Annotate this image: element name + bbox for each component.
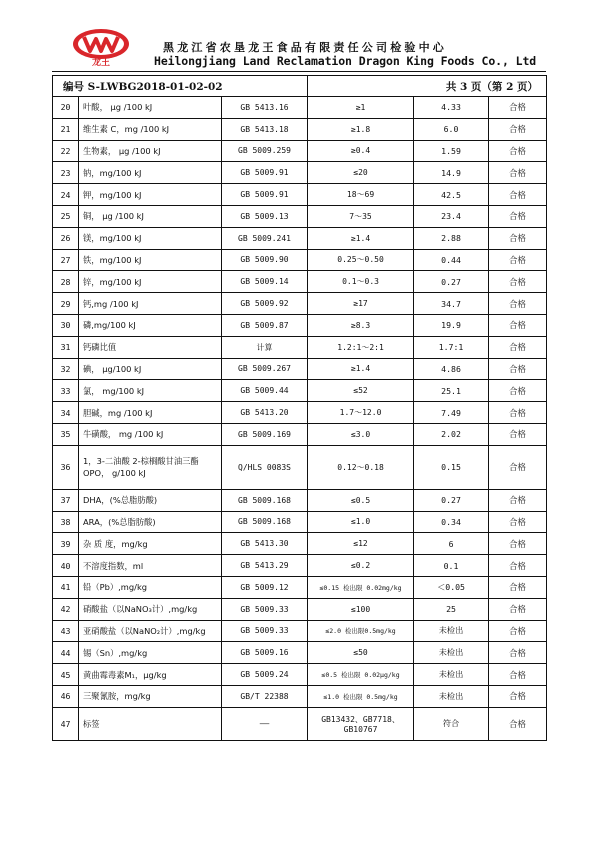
- row-number: 34: [53, 402, 79, 424]
- standard-requirement: ≤0.5: [308, 489, 414, 511]
- test-item: 钙磷比值: [79, 336, 222, 358]
- row-number: 31: [53, 336, 79, 358]
- conclusion: 合格: [489, 533, 547, 555]
- standard-requirement: 18～69: [308, 184, 414, 206]
- test-result: 0.27: [414, 489, 489, 511]
- conclusion: 合格: [489, 271, 547, 293]
- conclusion: 合格: [489, 707, 547, 740]
- table-row: [53, 555, 547, 577]
- row-number: 47: [53, 707, 79, 740]
- test-method: GB 5009.91: [222, 184, 308, 206]
- company-name-cn: 黑龙江省农垦龙王食品有限责任公司检验中心: [163, 41, 447, 54]
- test-item: 氯， mg/100 kJ: [79, 380, 222, 402]
- test-method: GB 5009.91: [222, 162, 308, 184]
- standard-requirement: ≤50: [308, 642, 414, 664]
- row-number: 40: [53, 555, 79, 577]
- test-method: GB 5009.12: [222, 576, 308, 598]
- standard-requirement: ≤2.0 检出限0.5mg/kg: [308, 620, 414, 642]
- row-number: 23: [53, 162, 79, 184]
- test-method: GB 5009.13: [222, 205, 308, 227]
- test-result: 4.33: [414, 97, 489, 119]
- conclusion: 合格: [489, 97, 547, 119]
- row-number: 44: [53, 642, 79, 664]
- test-method: GB 5009.14: [222, 271, 308, 293]
- table-row: [53, 489, 547, 511]
- row-number: 41: [53, 576, 79, 598]
- standard-requirement: ≥1.4: [308, 227, 414, 249]
- test-result: 6: [414, 533, 489, 555]
- test-result: 1.7:1: [414, 336, 489, 358]
- standard-requirement: ≤0.5 检出限 0.02μg/kg: [308, 664, 414, 686]
- row-number: 30: [53, 314, 79, 336]
- test-item: 铜， μg /100 kJ: [79, 205, 222, 227]
- test-item: 胆碱，mg /100 kJ: [79, 402, 222, 424]
- test-result: 符合: [414, 707, 489, 740]
- conclusion: 合格: [489, 598, 547, 620]
- standard-requirement: ≤1.0: [308, 511, 414, 533]
- table-row: [53, 184, 547, 206]
- test-method: GB 5413.16: [222, 97, 308, 119]
- test-method: GB 5009.92: [222, 293, 308, 315]
- report-header-row: [53, 76, 547, 97]
- test-method: GB 5009.169: [222, 423, 308, 445]
- table-row: [53, 249, 547, 271]
- test-result: 0.27: [414, 271, 489, 293]
- test-results-table: [52, 75, 547, 741]
- standard-requirement: ≥1.8: [308, 118, 414, 140]
- conclusion: 合格: [489, 140, 547, 162]
- row-number: 22: [53, 140, 79, 162]
- test-result: 0.1: [414, 555, 489, 577]
- row-number: 20: [53, 97, 79, 119]
- conclusion: 合格: [489, 184, 547, 206]
- standard-requirement: ≤1.0 检出限 0.5mg/kg: [308, 685, 414, 707]
- row-number: 33: [53, 380, 79, 402]
- company-logo: [70, 27, 132, 67]
- standard-requirement: ≤12: [308, 533, 414, 555]
- conclusion: 合格: [489, 555, 547, 577]
- test-method: 计算: [222, 336, 308, 358]
- conclusion: 合格: [489, 227, 547, 249]
- conclusion: 合格: [489, 293, 547, 315]
- table-row: [53, 533, 547, 555]
- test-result: 19.9: [414, 314, 489, 336]
- header-divider: [52, 71, 546, 72]
- test-method: GB 5413.18: [222, 118, 308, 140]
- test-item: 磷,mg/100 kJ: [79, 314, 222, 336]
- conclusion: 合格: [489, 205, 547, 227]
- standard-requirement: ≤3.0: [308, 423, 414, 445]
- conclusion: 合格: [489, 249, 547, 271]
- test-result: 25.1: [414, 380, 489, 402]
- row-number: 24: [53, 184, 79, 206]
- table-row: [53, 97, 547, 119]
- test-result: 0.44: [414, 249, 489, 271]
- test-method: GB 5009.44: [222, 380, 308, 402]
- row-number: 35: [53, 423, 79, 445]
- test-result: 23.4: [414, 205, 489, 227]
- table-row: [53, 511, 547, 533]
- test-method: GB 5009.33: [222, 598, 308, 620]
- row-number: 25: [53, 205, 79, 227]
- test-result: 4.86: [414, 358, 489, 380]
- table-row: [53, 380, 547, 402]
- table-row: [53, 336, 547, 358]
- standard-requirement: ≤20: [308, 162, 414, 184]
- test-result: 7.49: [414, 402, 489, 424]
- test-item: 三聚氰胺，mg/kg: [79, 685, 222, 707]
- row-number: 37: [53, 489, 79, 511]
- test-method: GB 5009.90: [222, 249, 308, 271]
- table-row: [53, 314, 547, 336]
- test-method: ——: [222, 707, 308, 740]
- test-result: 25: [414, 598, 489, 620]
- test-result: 6.0: [414, 118, 489, 140]
- page-count: 共 3 页（第 2 页）: [308, 76, 547, 97]
- standard-requirement: ≥17: [308, 293, 414, 315]
- test-item: 杂 质 度，mg/kg: [79, 533, 222, 555]
- test-item: 牛磺酸， mg /100 kJ: [79, 423, 222, 445]
- test-item: ARA，(%总脂肪酸): [79, 511, 222, 533]
- test-result: 0.15: [414, 445, 489, 489]
- conclusion: 合格: [489, 445, 547, 489]
- row-number: 45: [53, 664, 79, 686]
- table-row: [53, 423, 547, 445]
- table-row: [53, 358, 547, 380]
- standard-requirement: GB13432、GB7718、GB10767: [308, 707, 414, 740]
- test-method: GB 5009.24: [222, 664, 308, 686]
- test-item: 标签: [79, 707, 222, 740]
- conclusion: 合格: [489, 423, 547, 445]
- standard-requirement: ≥0.4: [308, 140, 414, 162]
- test-item: 铁，mg/100 kJ: [79, 249, 222, 271]
- test-item: 钾，mg/100 kJ: [79, 184, 222, 206]
- test-method: GB 5009.16: [222, 642, 308, 664]
- test-result: ＜0.05: [414, 576, 489, 598]
- table-row: [53, 402, 547, 424]
- test-item: 锌，mg/100 kJ: [79, 271, 222, 293]
- standard-requirement: 0.12～0.18: [308, 445, 414, 489]
- standard-requirement: 0.25～0.50: [308, 249, 414, 271]
- conclusion: 合格: [489, 118, 547, 140]
- test-method: GB 5009.87: [222, 314, 308, 336]
- test-item: 亚硝酸盐（以NaNO₂计）,mg/kg: [79, 620, 222, 642]
- standard-requirement: ≥1.4: [308, 358, 414, 380]
- test-item: 钙,mg /100 kJ: [79, 293, 222, 315]
- conclusion: 合格: [489, 664, 547, 686]
- standard-requirement: ≥1: [308, 97, 414, 119]
- test-item: 不溶度指数，ml: [79, 555, 222, 577]
- test-result: 未检出: [414, 664, 489, 686]
- row-number: 21: [53, 118, 79, 140]
- conclusion: 合格: [489, 314, 547, 336]
- row-number: 36: [53, 445, 79, 489]
- standard-requirement: ≤0.2: [308, 555, 414, 577]
- table-row: [53, 271, 547, 293]
- conclusion: 合格: [489, 380, 547, 402]
- report-number: 编号 S-LWBG2018-01-02-02: [53, 76, 308, 97]
- row-number: 28: [53, 271, 79, 293]
- conclusion: 合格: [489, 511, 547, 533]
- table-row: [53, 664, 547, 686]
- test-method: GB/T 22388: [222, 685, 308, 707]
- standard-requirement: 1.7～12.0: [308, 402, 414, 424]
- conclusion: 合格: [489, 336, 547, 358]
- test-result: 0.34: [414, 511, 489, 533]
- test-item: 镁，mg/100 kJ: [79, 227, 222, 249]
- table-row: [53, 707, 547, 740]
- test-item: 黄曲霉毒素M₁，μg/kg: [79, 664, 222, 686]
- test-method: GB 5413.30: [222, 533, 308, 555]
- test-method: GB 5009.267: [222, 358, 308, 380]
- table-row: [53, 576, 547, 598]
- standard-requirement: 0.1～0.3: [308, 271, 414, 293]
- logo-text: 龙王: [91, 58, 111, 67]
- row-number: 39: [53, 533, 79, 555]
- row-number: 27: [53, 249, 79, 271]
- test-item: 铅（Pb）,mg/kg: [79, 576, 222, 598]
- conclusion: 合格: [489, 162, 547, 184]
- test-result: 42.5: [414, 184, 489, 206]
- test-result: 1.59: [414, 140, 489, 162]
- table-row: [53, 140, 547, 162]
- table-row: [53, 293, 547, 315]
- test-method: GB 5009.259: [222, 140, 308, 162]
- table-row: [53, 118, 547, 140]
- company-name-en: Heilongjiang Land Reclamation Dragon King Foods Co., Ltd: [154, 54, 537, 68]
- test-item: 锡（Sn）,mg/kg: [79, 642, 222, 664]
- row-number: 26: [53, 227, 79, 249]
- conclusion: 合格: [489, 642, 547, 664]
- test-item: 叶酸， μg /100 kJ: [79, 97, 222, 119]
- standard-requirement: 1.2:1～2:1: [308, 336, 414, 358]
- row-number: 46: [53, 685, 79, 707]
- test-item: 钠，mg/100 kJ: [79, 162, 222, 184]
- test-item: 碘， μg/100 kJ: [79, 358, 222, 380]
- row-number: 42: [53, 598, 79, 620]
- conclusion: 合格: [489, 620, 547, 642]
- row-number: 43: [53, 620, 79, 642]
- test-result: 未检出: [414, 620, 489, 642]
- table-row: [53, 162, 547, 184]
- test-item: 维生素 C，mg /100 kJ: [79, 118, 222, 140]
- table-row: [53, 642, 547, 664]
- standard-requirement: ≤100: [308, 598, 414, 620]
- row-number: 32: [53, 358, 79, 380]
- row-number: 38: [53, 511, 79, 533]
- test-item: DHA，(%总脂肪酸): [79, 489, 222, 511]
- conclusion: 合格: [489, 576, 547, 598]
- table-row: [53, 445, 547, 489]
- standard-requirement: ≤52: [308, 380, 414, 402]
- table-row: [53, 205, 547, 227]
- conclusion: 合格: [489, 402, 547, 424]
- conclusion: 合格: [489, 685, 547, 707]
- test-result: 未检出: [414, 642, 489, 664]
- test-method: Q/HLS 0083S: [222, 445, 308, 489]
- test-method: GB 5009.168: [222, 489, 308, 511]
- test-item: 1，3-二油酸 2-棕榈酸甘油三酯 OPO， g/100 kJ: [79, 445, 222, 489]
- test-method: GB 5009.33: [222, 620, 308, 642]
- table-row: [53, 685, 547, 707]
- table-row: [53, 227, 547, 249]
- test-method: GB 5009.241: [222, 227, 308, 249]
- test-method: GB 5413.20: [222, 402, 308, 424]
- table-row: [53, 598, 547, 620]
- test-result: 2.88: [414, 227, 489, 249]
- test-result: 2.02: [414, 423, 489, 445]
- row-number: 29: [53, 293, 79, 315]
- test-item: 生物素， μg /100 kJ: [79, 140, 222, 162]
- standard-requirement: 7～35: [308, 205, 414, 227]
- test-result: 34.7: [414, 293, 489, 315]
- conclusion: 合格: [489, 358, 547, 380]
- test-item: 硝酸盐（以NaNO₃计）,mg/kg: [79, 598, 222, 620]
- conclusion: 合格: [489, 489, 547, 511]
- standard-requirement: ≥8.3: [308, 314, 414, 336]
- table-row: [53, 620, 547, 642]
- test-result: 14.9: [414, 162, 489, 184]
- test-method: GB 5009.168: [222, 511, 308, 533]
- standard-requirement: ≤0.15 检出限 0.02mg/kg: [308, 576, 414, 598]
- test-method: GB 5413.29: [222, 555, 308, 577]
- test-result: 未检出: [414, 685, 489, 707]
